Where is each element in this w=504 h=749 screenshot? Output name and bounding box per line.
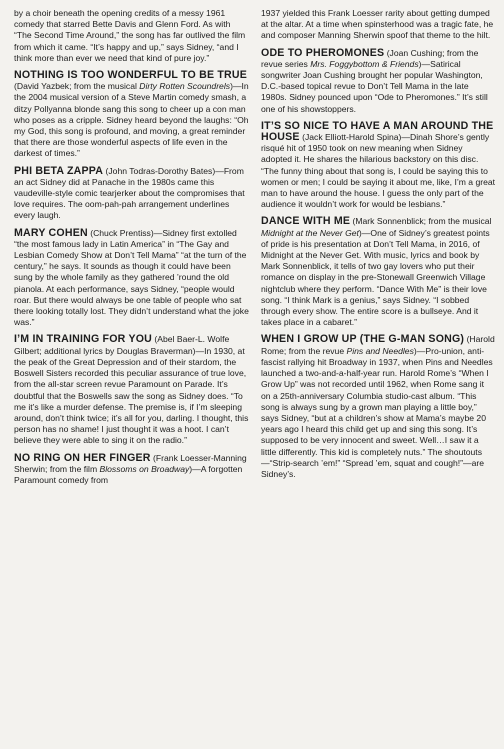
song-credit: (Harold Rome; from the revue Pins and Needles) (261, 334, 495, 356)
song-description: —Pro-union, anti-fascist rallying hit Broadway in 1937, when Pins and Needles launched a two-and-a-half-year run. Harold Rome’s “When I Grow Up” was not recorded until 1962, when Rome sang it on a 25th-anniversary Columbia studio-cast album. “This song is always sung by a grown man playing a little boy,” says Sidney, “but at a children’s show at Mama’s maybe 20 years ago I heard this child get up and sing this song. It’s supposed to be very innocent and sweet. Well…I saw it a little differently. This kid is completely nuts.” The shoutouts—“Strip-search ’em!” “Spread ’em, squat and cough!”—are Sidney’s. (261, 345, 493, 479)
right-column (261, 8, 496, 749)
entry-phi-beta-zappa (14, 166, 249, 222)
song-title: NOTHING IS TOO WONDERFUL TO BE TRUE (14, 69, 248, 82)
song-title: IT’S SO NICE TO HAVE A MAN AROUND THE HOUSE (261, 119, 494, 144)
entry-ode-to-pheromones (261, 48, 496, 115)
song-credit: (Abel Baer-L. Wolfe Gilbert; additional lyrics by Douglas Braverman) (14, 334, 230, 356)
song-credit: (David Yazbek; from the musical Dirty Rotten Scoundrels) (14, 81, 233, 92)
left-column (14, 8, 249, 749)
song-description: —One of Sidney’s greatest points of pride is his presentation at Don’t Tell Mama, in 2016, of Midnight at the Never Get. With music, lyrics and book by Mark Sonnenblick, it tells of two gay lovers who put their romance on display in the pre-Stonewall Greenwich Village nightclub where they perform. “Dance With Me” is their love song. “I think Mark is a genius,” says Sidney. “I sobbed through every show. The entire score is a bullseye. And it takes place in a cabaret.” (261, 227, 490, 328)
song-credit: (John Todras-Dorothy Bates) (105, 165, 216, 176)
song-title: I’M IN TRAINING FOR YOU (14, 333, 153, 346)
entry-nothing-is-too-wonderful (14, 70, 249, 160)
song-credit: (Joan Cushing; from the revue series Mrs. Foggybottom & Friends) (261, 47, 479, 69)
song-description: —A forgotten Paramount comedy from (14, 463, 243, 485)
song-title: DANCE WITH ME (261, 215, 351, 228)
song-description: —From an act Sidney did at Panache in the 1980s came this vaudeville-style comic tearjerker about the compromises that love requires. The oom-pah-pah arrangement underlines every laugh. (14, 165, 245, 221)
entry-im-in-training (14, 334, 249, 446)
song-description: —In the 2004 musical version of a Steve Martin comedy smash, a ditzy Pollyanna blonde sang this song to cheer up a con man who poses as a cripple. Sidney heard beyond the laughs: “Oh my God, this song is profound, and moving, a great reminder that there are those wonderful aspects of life even in the darkest of times.” (14, 81, 249, 159)
entry-its-so-nice (261, 121, 496, 211)
entry-mary-cohen (14, 228, 249, 329)
song-title: WHEN I GROW UP (THE G-MAN SONG) (261, 333, 465, 346)
song-title: ODE TO PHEROMONES (261, 46, 385, 59)
song-description: —Dinah Shore’s gently risqué hit of 1950 took on new meaning when Sidney adopted it. He shares the hilarious backstory on this disc. “The funny thing about that song is, I could be saying this to women or men; I could be saying it about me, like, I’m a great man to have around the house. I guess the only part of the audience it wouldn’t work for would be lesbians.” (261, 132, 496, 210)
song-title: NO RING ON HER FINGER (14, 451, 151, 464)
song-credit: (Frank Loesser-Manning Sherwin; from the film Blossoms on Broadway) (14, 452, 247, 474)
continued-paragraph: 1937 yielded this Frank Loesser rarity about getting dumped at the altar. At a time when spinsterhood was a tragic fate, he and composer Manning Sherwin spoof that theme to the hilt. (261, 8, 494, 41)
song-title: PHI BETA ZAPPA (14, 164, 104, 177)
song-credit: (Chuck Prentiss) (90, 227, 154, 238)
intro-paragraph: by a choir beneath the opening credits of a messy 1961 comedy that starred Bette Davis and Glenn Ford. As with “The Second Time Around,” the song has far outlived the film from which it came. “It’s happy and up,” says Sidney, “and I think more than ever we need that kind of pure joy.” (14, 8, 246, 63)
song-description: —Sidney first extolled “the most famous lady in Latin America” in “The Gay and Lesbian Comedy Show at Don’t Tell Mama” “at the turn of the century,” he says. It sounds as though it could have been sung by the whole family as they gathered ’round the old pianola. At each performance, says Sidney, “people would roar. But there would always be one table of people who sat there looking totally lost. They didn’t understand what the joke was.” (14, 227, 249, 328)
song-description: —Satirical songwriter Joan Cushing brought her popular Washington, D.C.-based topical revue to Don’t Tell Mama in the late 1980s. Sidney pounced upon “Ode to Pheromones.” It’s still one of his showstoppers. (261, 58, 488, 114)
entry-dance-with-me (261, 216, 496, 328)
song-description: —In 1930, at the peak of the Great Depression and of their stardom, the Boswell Sisters recorded this peculiar assurance of true love, from the all-star screen revue Paramount on Parade. It’s doubtful that the Boswells saw the song as Sidney does. “To me it’s like a murder defense. The premise is, if I’m sleeping around, don’t think twice; it’s all for you, darling. I thought, this person has no shame! I just thought it was a hoot. I can’t believe they were able to sing it on the radio.” (14, 345, 249, 446)
entry-when-i-grow-up (261, 334, 496, 480)
song-credit: (Jack Elliott-Harold Spina) (302, 132, 402, 143)
entry-no-ring-on-her-finger (14, 453, 249, 487)
song-credit: (Mark Sonnenblick; from the musical Midnight at the Never Get) (261, 216, 492, 238)
song-title: MARY COHEN (14, 226, 88, 239)
